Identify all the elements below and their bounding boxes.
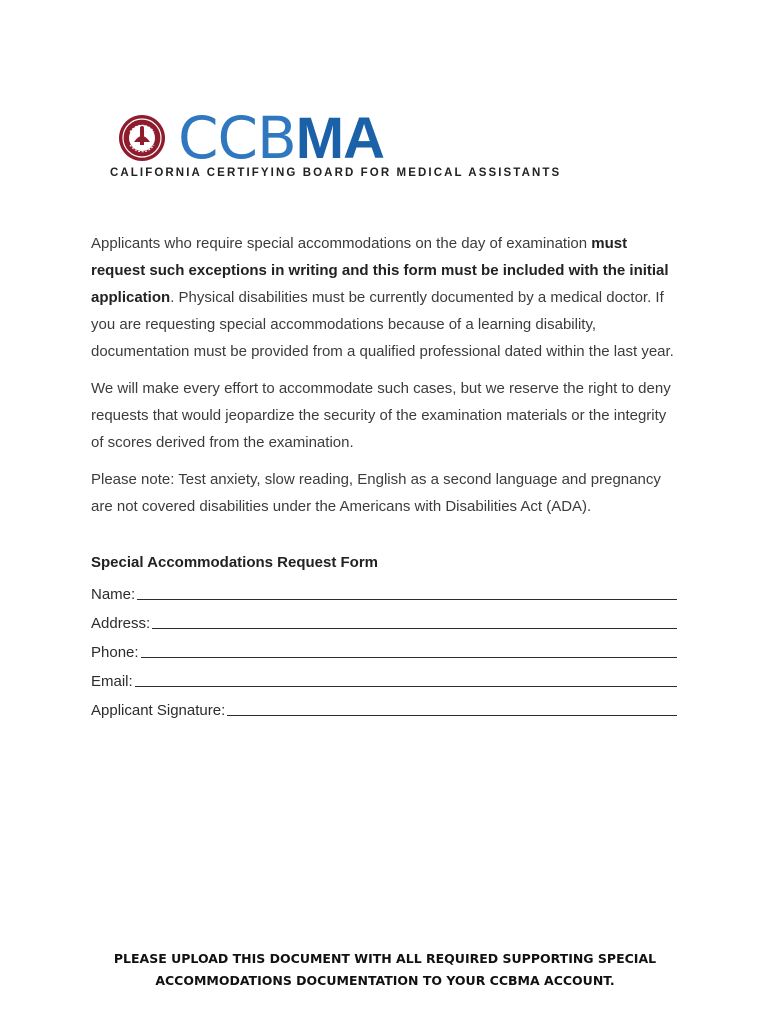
intro-text-a: Applicants who require special accommodations on the day of examination [91, 235, 592, 252]
intro-paragraph-3: Please note: Test anxiety, slow reading, English as a second language and pregnancy are not covered disabilities under the Americans with Disabilities Act (ADA). [91, 471, 661, 515]
email-label: Email: [91, 673, 133, 690]
upload-notice-line-1: PLEASE UPLOAD THIS DOCUMENT WITH ALL REQUIRED SUPPORTING SPECIAL [113, 951, 657, 966]
main-content [91, 230, 681, 719]
address-field [91, 603, 677, 632]
address-line[interactable] [152, 610, 677, 629]
intro-text-b: . Physical disabilities must be currently documented by a medical doctor. If you are requesting special accommodations because of a learning disability, documentation must be provided from a qualified professional dated within the last year. [91, 289, 674, 360]
signature-field [91, 690, 677, 719]
email-line[interactable] [135, 668, 677, 687]
name-field [91, 574, 677, 603]
upload-notice [0, 948, 770, 992]
logo-subtitle: CALIFORNIA CERTIFYING BOARD FOR MEDICAL ASSISTANTS [110, 167, 562, 179]
logo-mark-thin: CCB [178, 104, 296, 172]
form-title: Special Accommodations Request Form [91, 554, 379, 571]
phone-field [91, 632, 677, 661]
intro-paragraph-1 [91, 230, 681, 365]
name-line[interactable] [137, 581, 677, 600]
email-field [91, 661, 677, 690]
logo-mark-bold: MA [295, 106, 384, 171]
ccbma-seal-icon [118, 114, 166, 162]
logo-wordmark [178, 104, 384, 172]
signature-label: Applicant Signature: [91, 702, 226, 719]
upload-notice-line-2: ACCOMMODATIONS DOCUMENTATION TO YOUR CCBMA ACCOUNT. [155, 973, 615, 988]
name-label: Name: [91, 586, 136, 603]
ccbma-logo [110, 104, 624, 190]
address-label: Address: [91, 615, 151, 632]
intro-paragraph-2: We will make every effort to accommodate such cases, but we reserve the right to deny requests that would jeopardize the security of the examination materials or the integrity of scores derived from the examination. [91, 380, 671, 451]
intro-text-bold: must request such exceptions in writing and this form must be included with the initial application [91, 235, 669, 306]
phone-label: Phone: [91, 644, 139, 661]
phone-line[interactable] [141, 639, 677, 658]
signature-line[interactable] [227, 697, 677, 716]
